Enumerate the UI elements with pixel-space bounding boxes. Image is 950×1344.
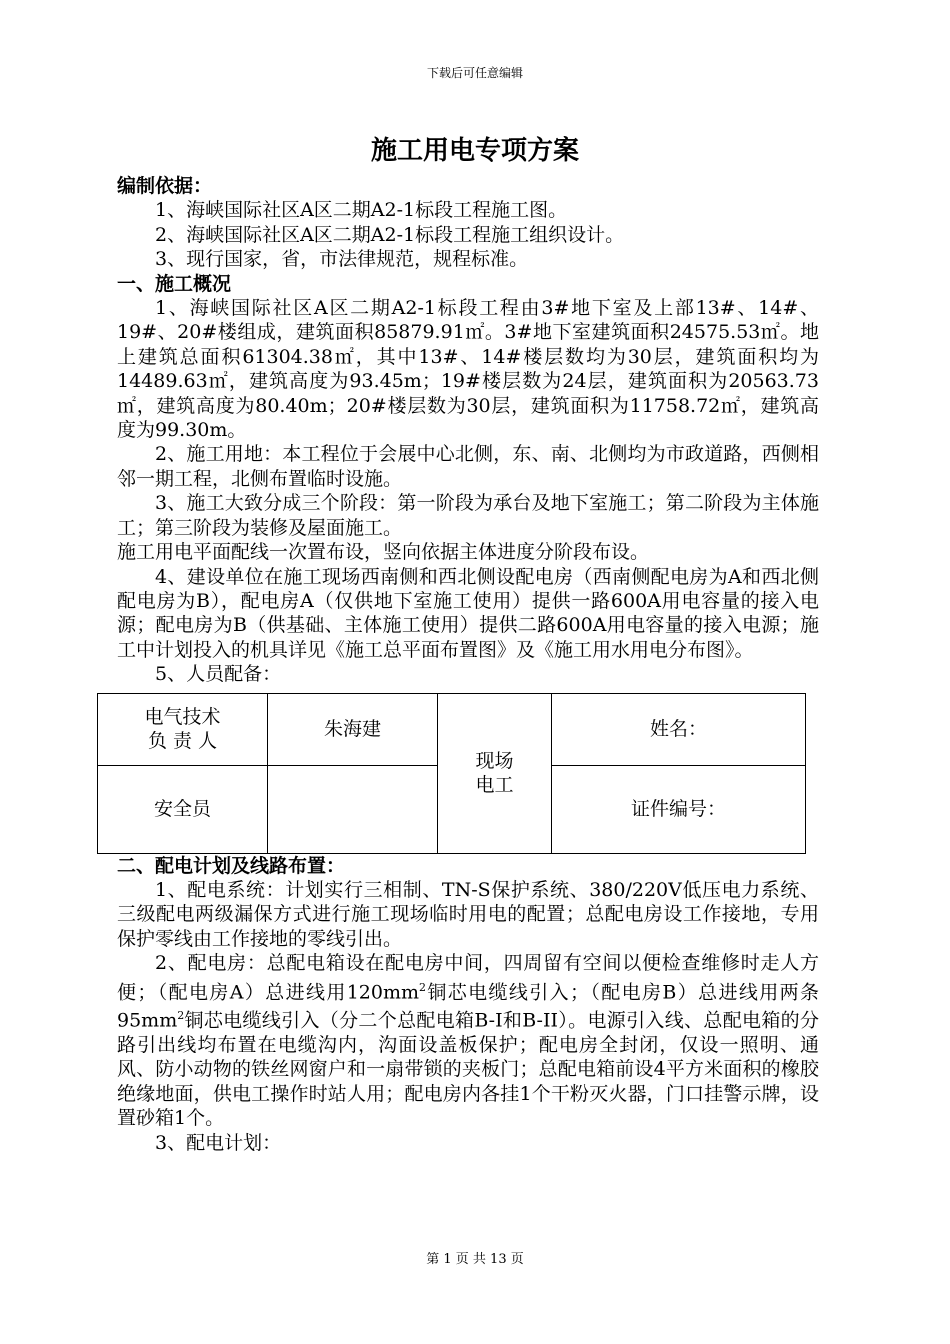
- safety-officer-label-cell: 安全员: [98, 765, 268, 853]
- site-electrician-line-2: 电工: [475, 774, 514, 797]
- overview-paragraph-5: 5、人员配备：: [155, 663, 282, 686]
- plan-paragraph-2-part-b: 铜芯电缆线引入；（配电房B）总进线用两条95mm: [117, 980, 819, 1032]
- basis-item-1: 1、海峡国际社区A区二期A2-1标段工程施工图。: [155, 199, 568, 222]
- tech-lead-label-line-1: 电气技术: [144, 706, 221, 729]
- plan-paragraph-2: [117, 951, 819, 1131]
- overview-paragraph-3: 3、施工大致分成三个阶段：第一阶段为承台及地下室施工；第二阶段为主体施工；第三阶段为装修及屋面施工。: [117, 492, 819, 539]
- page-footer: 第 1 页 共 13 页: [426, 1252, 524, 1267]
- safety-officer-name-cell: [268, 765, 438, 853]
- superscript-2: 2: [419, 980, 427, 994]
- electrician-name-cell: 姓名：: [552, 693, 806, 765]
- site-electrician-cell: [438, 693, 552, 853]
- overview-paragraph-4: 4、建设单位在施工现场西南侧和西北侧设配电房（西南侧配电房为A和西北侧配电房为B），配电房A（仅供地下室施工使用）提供一路600A用电容量的接入电源；配电房为B（供基础、主体施工使用）提供二路600A用电容量的接入电源；施工中计划投入的机具详见《施工总平面布置图》及《施工用水用电分布图》。: [117, 565, 819, 661]
- overview-heading: 一、施工概况: [117, 272, 232, 295]
- overview-paragraph-3b: 施工用电平面配线一次置布设，竖向依据主体进度分阶段布设。: [117, 541, 650, 564]
- plan-paragraph-3: 3、配电计划：: [155, 1131, 282, 1154]
- certificate-number-cell: 证件编号：: [552, 765, 806, 853]
- plan-heading: 二、配电计划及线路布置：: [117, 854, 346, 877]
- plan-paragraph-2-part-c: 铜芯电缆线引入（分二个总配电箱B-I和B-II）。电源引入线、总配电箱的分路引出线均布置在电缆沟内，沟面设盖板保护；配电房全封闭，仅设一照明、通风、防小动物的铁丝网窗户和一扇带锁的夹板门；总配电箱前设4平方米面积的橡胶绝缘地面，供电工操作时站人用；配电房内各挂1个干粉灭火器，门口挂警示牌，设置砂箱1个。: [117, 1009, 819, 1130]
- basis-item-3: 3、现行国家，省，市法律规范，规程标准。: [155, 248, 529, 271]
- tech-lead-label-line-2: 负 责 人: [147, 730, 218, 753]
- basis-item-2: 2、海峡国际社区A区二期A2-1标段工程施工组织设计。: [155, 223, 625, 246]
- site-electrician-line-1: 现场: [475, 750, 514, 773]
- basis-heading: 编制依据：: [117, 175, 213, 197]
- overview-paragraph-1: 1、海峡国际社区A区二期A2-1标段工程由3#地下室及上部13#、14#、19#、20#楼组成，建筑面积85879.91㎡。3#地下室建筑面积24575.53㎡。地上建筑总面积61304.38㎡，其中13#、14#楼层数均为30层，建筑面积均为14489.63㎡，建筑高度为93.45m；19#楼层数为24层，建筑面积为20563.73㎡，建筑高度为80.40m；20#楼层数为30层，建筑面积为11758.72㎡，建筑高度为99.30m。: [117, 297, 819, 442]
- superscript-2: 2: [177, 1009, 185, 1023]
- tech-lead-label-cell: [98, 693, 268, 765]
- plan-paragraph-1: 1、配电系统：计划实行三相制、TN-S保护系统、380/220V低压电力系统、三级配电两级漏保方式进行施工现场临时用电的配置；总配电房设工作接地，专用保护零线由工作接地的零线引出。: [117, 878, 819, 950]
- staff-table-row: [98, 693, 806, 765]
- page-header: 下载后可任意编辑: [426, 66, 523, 80]
- document-body: [117, 174, 819, 1155]
- staff-table: [97, 693, 806, 854]
- overview-paragraph-2: 2、施工用地：本工程位于会展中心北侧，东、南、北侧均为市政道路，西侧相邻一期工程，北侧布置临时设施。: [117, 443, 819, 490]
- tech-lead-name-cell: 朱海建: [268, 693, 438, 765]
- document-title: 施工用电专项方案: [370, 136, 579, 166]
- plan-paragraph-2-part-a: 2、配电房：总配电箱设在配电房中间，四周留有空间以便检查维修时走人方便；（配电房A）总进线用120mm: [117, 952, 819, 1003]
